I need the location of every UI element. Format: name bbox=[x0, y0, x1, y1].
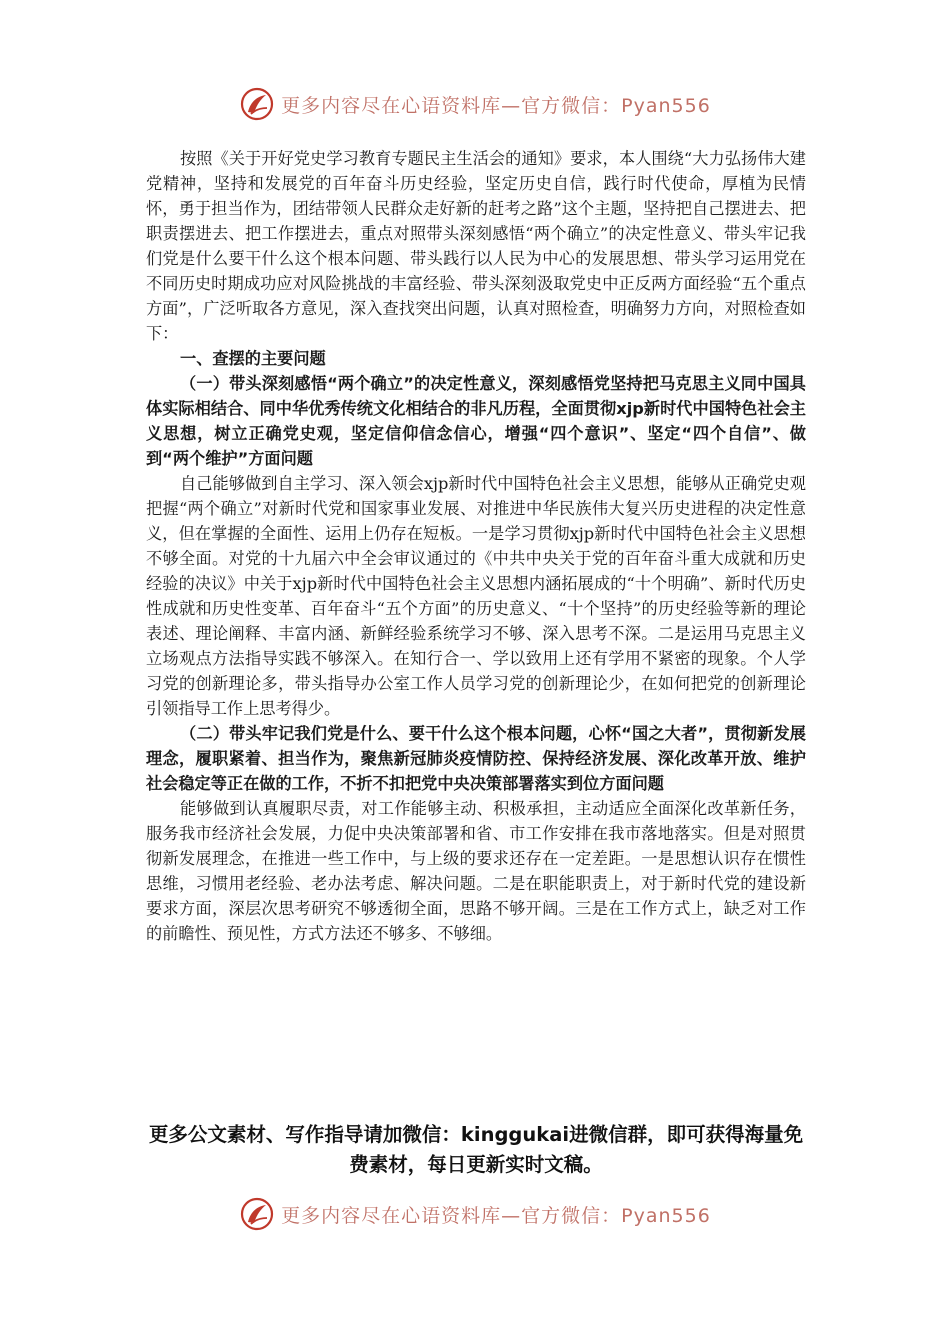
footer-banner bbox=[0, 1192, 950, 1236]
banner-text: 更多内容尽在心语资料库—官方微信：Pyan556 bbox=[281, 94, 711, 117]
header-banner bbox=[0, 82, 950, 126]
brand-logo-icon bbox=[239, 1196, 275, 1232]
subsection-1-body: 自己能够做到自主学习、深入领会xjp新时代中国特色社会主义思想，能够从正确党史观把握“两个确立”对新时代党和国家事业发展、对推进中华民族伟大复兴历史进程的决定性意义，但在掌握的全面性、运用上仍存在短板。一是学习贯彻xjp新时代中国特色社会主义思想不够全面。对党的十九届六中全会审议通过的《中共中央关于党的百年奋斗重大成就和历史经验的决议》中关于xjp新时代中国特色社会主义思想内涵拓展成的“十个明确”、新时代历史性成就和历史性变革、百年奋斗“五个方面”的历史意义、“十个坚持”的历史经验等新的理论表述、理论阐释、丰富内涵、新鲜经验系统学习不够、深入思考不深。二是运用马克思主义立场观点方法指导实践不够深入。在知行合一、学以致用上还有学用不紧密的现象。个人学习党的创新理论多，带头指导办公室工作人员学习党的创新理论少，在如何把党的创新理论引领指导工作上思考得少。 bbox=[146, 474, 806, 718]
banner-text: 更多内容尽在心语资料库—官方微信：Pyan556 bbox=[281, 1204, 711, 1227]
document-body bbox=[146, 146, 806, 946]
section-1-heading: 一、查摆的主要问题 bbox=[180, 349, 326, 368]
subsection-2-body: 能够做到认真履职尽责，对工作能够主动、积极承担，主动适应全面深化改革新任务，服务我市经济社会发展，力促中央决策部署和省、市工作安排在我市落地落实。但是对照贯彻新发展理念，在推进一些工作中，与上级的要求还存在一定差距。一是思想认识存在惯性思维，习惯用老经验、老办法考虑、解决问题。二是在职能职责上，对于新时代党的建设新要求方面，深层次思考研究不够透彻全面，思路不够开阔。三是在工作方式上，缺乏对工作的前瞻性、预见性，方式方法还不够多、不够细。 bbox=[146, 799, 806, 943]
subsection-2-heading: （二）带头牢记我们党是什么、要干什么这个根本问题，心怀“国之大者”，贯彻新发展理念，履职紧着、担当作为，聚焦新冠肺炎疫情防控、保持经济发展、深化改革开放、维护社会稳定等正在做的工作，不折不扣把党中央决策部署落实到位方面问题 bbox=[146, 724, 806, 793]
intro-paragraph: 按照《关于开好党史学习教育专题民主生活会的通知》要求，本人围绕“大力弘扬伟大建党精神，坚持和发展党的百年奋斗历史经验，坚定历史自信，践行时代使命，厚植为民情怀，勇于担当作为，团结带领人民群众走好新的赶考之路”这个主题，坚持把自己摆进去、把职责摆进去、把工作摆进去，重点对照带头深刻感悟“两个确立”的决定性意义、带头牢记我们党是什么要干什么这个根本问题、带头践行以人民为中心的发展思想、带头学习运用党在不同历史时期成功应对风险挑战的丰富经验、带头深刻汲取党史中正反两方面经验“五个重点方面”，广泛听取各方意见，深入查找突出问题，认真对照检查，明确努力方向，对照检查如下： bbox=[146, 149, 806, 343]
footer-promo-note: 更多公文素材、写作指导请加微信：kinggukai进微信群，即可获得海量免费素材，每日更新实时文稿。 bbox=[148, 1123, 804, 1176]
brand-logo-icon bbox=[239, 86, 275, 122]
subsection-1-heading: （一）带头深刻感悟“两个确立”的决定性意义，深刻感悟党坚持把马克思主义同中国具体实际相结合、同中华优秀传统文化相结合的非凡历程，全面贯彻xjp新时代中国特色社会主义思想，树立正确党史观，坚定信仰信念信心，增强“四个意识”、坚定“四个自信”、做到“两个维护”方面问题 bbox=[146, 374, 806, 468]
